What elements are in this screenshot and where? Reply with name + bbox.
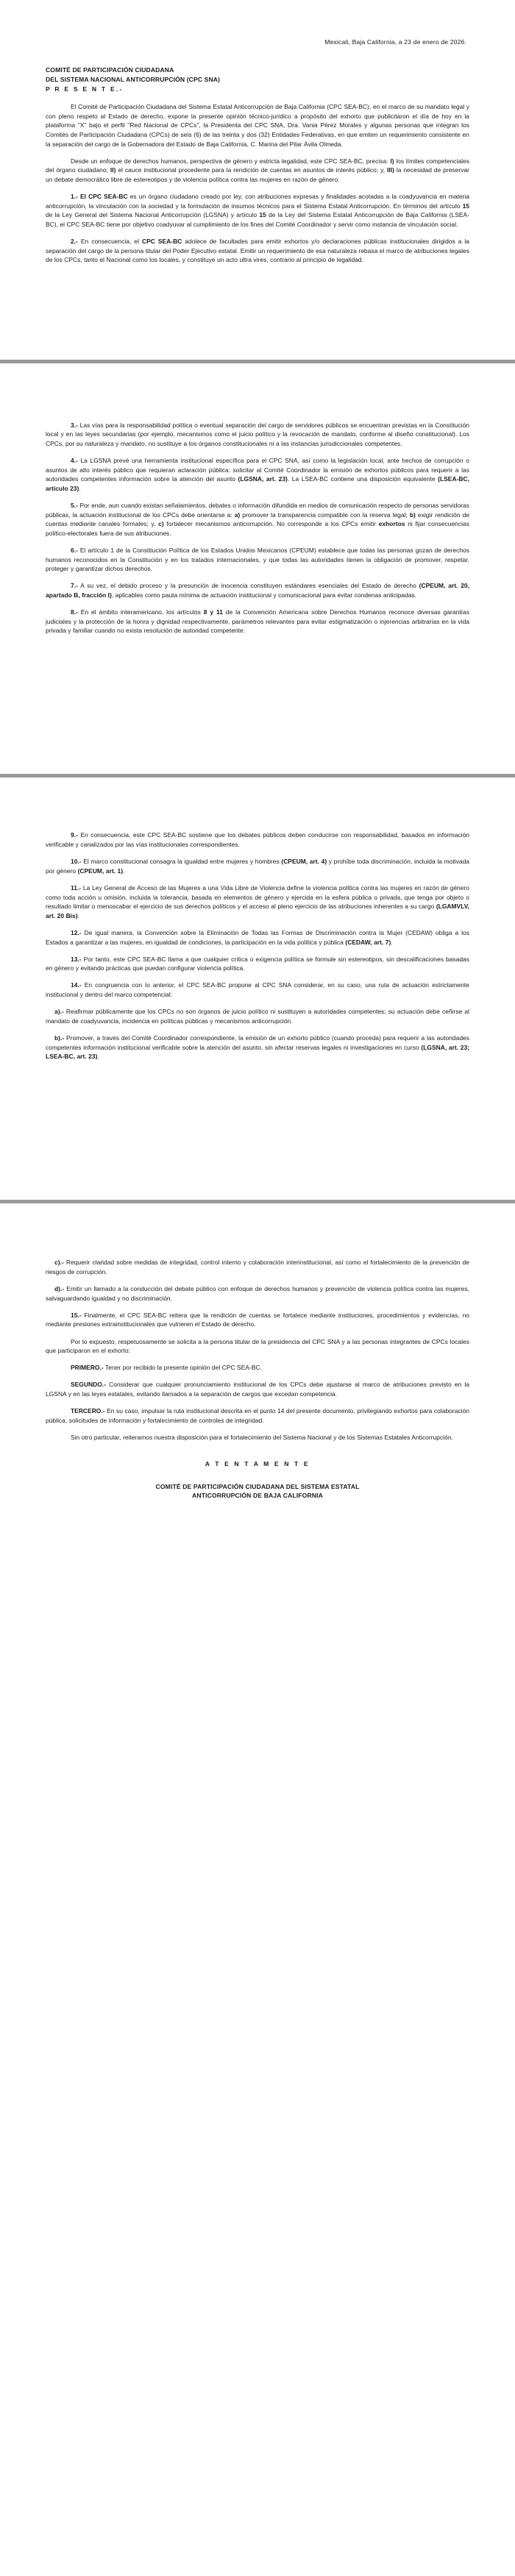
t: PRIMERO.- [71,1364,104,1372]
paragraph-item-9 [46,830,469,849]
paragraph-item-14 [46,981,469,999]
t: 15.- [71,1311,82,1319]
t: . [391,938,393,946]
t: . La LSEA-BC contiene una disposición equivalente [287,475,438,483]
signature-line-1: COMITÉ DE PARTICIPACIÓN CIUDADANA DEL SISTEMA ESTATAL [155,1482,360,1490]
document-page-1 [0,0,515,360]
paragraph-item-11 [46,883,469,921]
t: de la Convención Americana sobre Derechos Humanos reconoce diversas garantías judiciales y la protección de la honra y dignidad respectivamente, parámetros relevantes para evitar estigmatización o injerencias arbitrarias en la vida privada y familiar cuando no exista resolución de autoridad competente. [46,608,469,635]
t: Tener por recibido la presente opinión del CPC SEA-BC. [103,1364,262,1372]
t: (CPEUM, art. 20, apartado B, fracción I) [46,582,469,599]
addressee-line-2: DEL SISTEMA NACIONAL ANTICORRUPCIÓN (CPC SNA) [46,76,221,84]
page-2-bottom-space [46,643,469,752]
t: La LGSNA prevé una herramienta institucional específica para el CPC SNA, así como la legislación local, ante hechos de corrupción o asuntos de alto interés público que requieran aclaración pública: solicitar al Comité Coordinador la emisión de exhortos públicos para requerir a las autoridades competentes información sobre la atención del asunto [46,456,469,483]
t: En el ámbito interamericano, los artículos [77,608,204,616]
paragraph-cierre [46,1433,469,1442]
paragraph-item-5 [46,501,469,538]
t: Emitir un llamado a la conducción del debate público con enfoque de derechos humanos y prevención de violencia política contra las mujeres, salvaguardando igualdad y no discriminación. [46,1285,469,1302]
t: En su caso, impulsar la ruta institucional descrita en el punto 14 del presente documento, privilegiando exhortos para colaboración pública, solicitudes de información y fortalecimiento de controles de integridad. [46,1407,469,1424]
t: el cauce institucional procedente para la rendición de cuentas en asuntos de interés público; y, [116,166,387,174]
paragraph-item-4 [46,456,469,494]
paragraph-item-14d [46,1284,469,1303]
t: 3.- [71,421,78,429]
t: En consecuencia, el [77,238,142,246]
t: 15 [462,202,469,210]
t: es un órgano ciudadano creado por ley, con atribuciones expresas y finalidades acotadas a la coadyuvancia en materia anticorrupción, la vinculación con la sociedad y la formulación de insumos técnicos para el Sistema Estatal Anticorrupción. En términos del artículo [46,193,469,210]
t: Reafirmar públicamente que los CPCs no son órganos de juicio político ni sustituyen a autoridades competentes; su actuación debe ceñirse al mandato de coadyuvancia, incidencia en políticas públicas y mecanismos anticorrupción. [46,1008,469,1025]
t: El artículo 1 de la Constitución Política de los Estados Unidos Mexicanos (CPEUM) establece que todas las personas gozan de derechos humanos reconocidos en la Constitución y en los tratados internacionales, y que todas las autoridades tienen la obligación de promover, respetar, proteger y garantizar dichos derechos. [46,546,469,573]
paragraph-item-10 [46,857,469,875]
signature-block [46,1482,469,1501]
t: 9.- [71,831,78,839]
t: (CPEUM, art. 4) [281,858,327,866]
page-3-bottom-space [46,1069,469,1178]
t: a) [234,510,241,519]
t: 5.- [71,501,78,509]
t: 10.- [71,858,82,866]
t: Promover, a través del Comité Coordinador correspondiente, la emisión de un exhorto público (cuando proceda) para requerir a las autoridades competentes información institucional verificable sobre la atención del asunto, sin afectar reservas legales ni investigaciones en curso [46,1033,469,1051]
t: El marco constitucional consagra la igualdad entre mujeres y hombres [81,858,282,866]
paragraph-item-6 [46,546,469,574]
t: b).- [54,1033,65,1042]
t: exhortos [378,520,405,528]
t: I) [390,157,394,165]
paragraph-intro-text: El Comité de Participación Ciudadana del Sistema Estatal Anticorrupción de Baja California (CPC SEA-BC), en el marco de su mandato legal y con pleno respeto al Estado de derecho, expone la presente opinión técnico-jurídico a propósito del exhorto que publicitaron el día de hoy en la plataforma "X" bajo el perfil "Red Nacional de CPCs", la Presidenta del CPC SNA, Dra. Vania Pérez Morales y algunas personas que integran los Comités de Participación Ciudadana (CPCs) de seis (6) de las treinta y dos (32) Entidades Federativas, en que emiten un requerimiento consistente en la separación del cargo de la Gobernadora del Estado de Baja California, C. Marina del Pilar Ávila Olmeda. [46,103,469,148]
paragraph-item-2 [46,237,469,265]
paragraph-item-15 [46,1311,469,1329]
t: promover la transparencia compatible con la reserva legal; [240,510,410,519]
t: Desde un enfoque de derechos humanos, perspectiva de género y estricta legalidad, este CPC SEA-BC, precisa: [71,157,391,165]
paragraph-primero [46,1363,469,1373]
t: d).- [54,1285,65,1293]
t: (LGAMVLV, art. 20 Bis) [46,903,469,919]
t: (CPEUM, art. 1) [77,867,124,875]
t: y prohíbe toda discriminación, incluida la motivada por género [46,858,469,875]
paragraph-item-1 [46,192,469,230]
t: III) [387,166,394,174]
t: (LGSNA, art. 23) [238,475,288,483]
t: . [77,911,79,919]
paragraph-item-14a [46,1007,469,1025]
t: (LSEA-BC, artículo 23) [46,475,469,492]
t: b) [409,510,416,519]
t: Por ende, aun cuando existan señalamientos, debates o información difundida en medios de comunicación respecto de personas servidoras públicas, la actuación institucional de los CPCs debe orientarse a: [46,501,469,519]
t: Por tanto, este CPC SEA-BC llama a que cualquier crítica o exigencia política se formule sin estereotipos, sin descalificaciones basadas en género y evitando prácticas que puedan configurar violencia política. [46,955,469,972]
paragraph-item-7 [46,581,469,599]
t: fortalecer mecanismos anticorrupción. No corresponde a los CPCs emitir [163,520,379,528]
t: la necesidad de preservar un debate democrático libre de estereotipos y de violencia política contra las mujeres en razón de género. [46,166,469,184]
paragraph-item-8 [46,608,469,636]
t: Considerar que cualquier pronunciamiento institucional de los CPCs debe ajustarse al marco de atribuciones previsto en la LGSNA y en las leyes estatales, evitando llamados a la separación de cargos que excedan competencia. [46,1381,469,1398]
date-line: Mexicali, Baja California, a 23 de enero de 2026. [324,38,466,46]
t: Finalmente, el CPC SEA-BC reitera que la rendición de cuentas se fortalece mediante instituciones, procedimientos y evidencias, no mediante presiones extrainstitucionales que vulneren el Estado de derecho. [46,1311,469,1328]
paragraph-enfoque [46,157,469,185]
paragraph-item-13 [46,955,469,973]
paragraph-tercero [46,1406,469,1425]
t: c).- [54,1259,64,1267]
paragraph-segundo [46,1380,469,1398]
t: 12.- [71,928,82,936]
t: 6.- [71,546,78,554]
t: . [123,867,125,875]
page-1-bottom-space [46,273,469,344]
t: 14.- [71,981,82,989]
t: , aplicables como pauta mínima de actuación institucional y comunicacional para evitar condenas anticipadas. [111,591,417,599]
t: de la Ley del Sistema Estatal Anticorrupción de Baja California (LSEA-BC), el CPC SEA-BC tiene por objetivo coadyuvar al cumplimiento de los fines del Comité Coordinador y servir como instancia de vinculación social. [46,211,469,229]
t: II) [110,166,116,174]
document-page-3 [0,778,515,1200]
t: . [79,484,81,492]
paragraph-item-3 [46,421,469,449]
t: (CEDAW, art. 7) [345,938,391,946]
t: En consecuencia, este CPC SEA-BC sostiene que los debates públicos deben conducirse con responsabilidad, basados en información verificable y canalizados por las vías institucionales correspondientes. [46,831,469,849]
t: 1.- El CPC SEA-BC [71,193,128,201]
t: TERCERO.- [71,1407,105,1415]
addressee-line-presente: P R E S E N T E.- [46,85,124,93]
t: Las vías para la responsabilidad política o eventual separación del cargo de servidores públicos se encuentran previstas en la Constitución local y en las leyes secundarias (por ejemplo, mecanismos como el juicio político y la revocación de mandato, conforme al diseño constitucional). Los CPCs, por su naturaleza y mandato, no sustituye a los órganos constitucionales ni a las instancias jurisdiccionales competentes. [46,421,469,447]
paragraph-item-14b [46,1033,469,1061]
t: 8.- [71,608,78,616]
t: ni fijar consecuencias político-electorales fuera de sus atribuciones. [46,520,469,537]
paragraph-item-12 [46,928,469,947]
document-page-2 [0,363,515,775]
paragraph-peticion [46,1337,469,1356]
t: Sin otro particular, reiteramos nuestra disposición para el fortalecimiento del Sistema Nacional y de los Sistemas Estatales Anticorrupción. [71,1433,453,1441]
t: 13.- [71,955,82,963]
t: . [97,1053,99,1061]
t: SEGUNDO.- [71,1381,106,1389]
t: 4.- [71,456,78,464]
t: a).- [54,1008,64,1016]
addressee-line-1: COMITÉ DE PARTICIPACIÓN CIUDADANA [46,66,174,74]
atentamente-heading: A T E N T A M E N T E [205,1459,310,1467]
t: En congruencia con lo anterior, el CPC SEA-BC propone al CPC SNA considerar, en su caso, una ruta de actuación estrictamente institucional y dentro del marco competencial: [46,981,469,999]
t: adolece de facultades para emitir exhortos y/o declaraciones públicas institucionales dirigidos a la separación del cargo de la persona titular del Poder Ejecutivo estatal. Emitir un requerimiento de esa naturaleza rebasa el marco de atribuciones legales de los CPCs, tanto el Nacional como los locales, y constituye un acto ultra vires, contrario al principio de legalidad. [46,238,470,264]
t: 11.- [71,883,82,892]
t: 7.- [71,582,78,590]
paragraph-intro [46,102,469,149]
t: 8 y 11 [203,608,223,616]
t: de la Ley General del Sistema Nacional Anticorrupción (LGSNA) y artículo [46,211,260,219]
t: Por lo expuesto, respetuosamente se solicita a la persona titular de la presidencia del CPC SNA y a las personas integrantes de CPCs locales que participaron en el exhorto: [46,1337,469,1355]
t: Requerir claridad sobre medidas de integridad, control interno y colaboración interinstitucional, así como el fortalecimiento de la prevención de riesgos de corrupción. [46,1259,469,1275]
t: c) [158,520,164,528]
document-page-4 [0,1203,515,1545]
t: De igual manera, la Convención sobre la Eliminación de Todas las Formas de Discriminación contra la Mujer (CEDAW) obliga a los Estados a garantizar a las mujeres, en igualdad de condiciones, la participación en la vida política y pública [46,928,469,946]
t: exigir rendición de cuentas mediante canales formales; y, [46,510,469,528]
t: CPC SEA-BC [142,238,182,246]
paragraph-item-14c [46,1258,469,1276]
signature-line-2: ANTICORRUPCIÓN DE BAJA CALIFORNIA [192,1492,323,1500]
t: (LGSNA, art. 23; LSEA-BC, art. 23) [46,1043,470,1061]
t: 2.- [71,238,78,246]
t: los límites competenciales del órgano ciudadano; [46,157,469,174]
addressee-block [46,65,469,94]
t: 15 [259,211,266,219]
t: A su vez, el debido proceso y la presunción de inocencia constituyen estándares esenciales del Estado de derecho [77,582,419,590]
t: La Ley General de Acceso de las Mujeres a una Vida Libre de Violencia define la violencia política contra las mujeres en razón de género como toda acción u omisión, incluida la tolerancia, basada en elementos de género y ejercida en la esfera pública o privada, que tenga por objeto o resultado limitar o menoscabar el ejercicio de sus derechos políticos y el acceso al pleno ejercicio de las atribuciones inherentes a su cargo [46,883,469,911]
